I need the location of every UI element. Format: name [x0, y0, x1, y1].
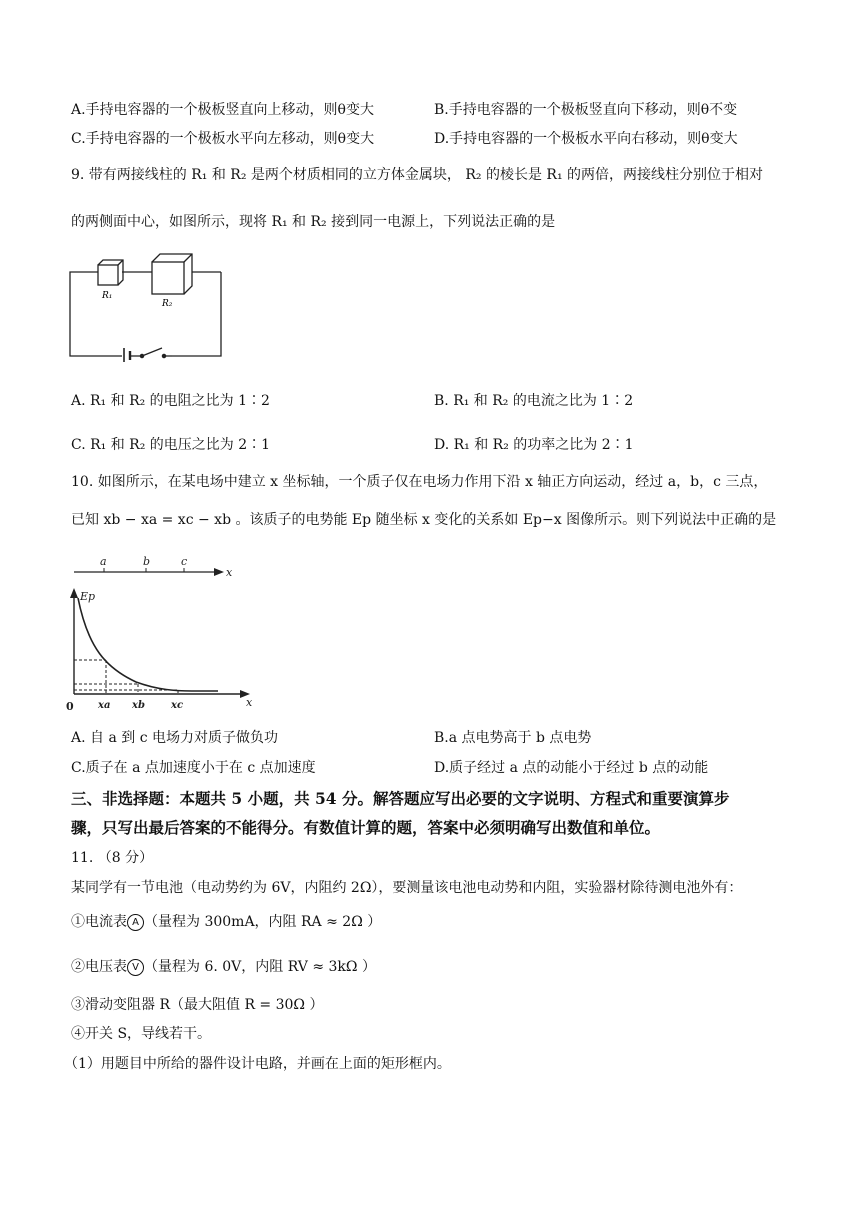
q10-fig-label-x-top: x [226, 566, 233, 579]
q11-item2-prefix: ②电压表 [71, 959, 127, 975]
q10-fig-label-xa: xa [98, 700, 111, 711]
section3-heading-line2: 骤，只写出最后答案的不能得分。有数值计算的题，答案中必须明确写出数值和单位。 [71, 818, 661, 837]
q10-option-b: B.a 点电势高于 b 点电势 [434, 730, 592, 746]
q10-option-a: A. 自 a 到 c 电场力对质子做负功 [71, 730, 278, 746]
q11-header: 11. （8 分） [71, 850, 154, 866]
q10-option-d: D.质子经过 a 点的动能小于经过 b 点的动能 [434, 760, 709, 776]
q11-item1-prefix: ①电流表 [71, 914, 127, 930]
q10-fig-label-b: b [143, 555, 151, 568]
q11-item-ammeter [71, 913, 381, 931]
q9-circuit-figure [68, 250, 228, 362]
q9-stem-line2: 的两侧面中心，如图所示，现将 R₁ 和 R₂ 接到同一电源上，下列说法正确的是 [71, 214, 556, 230]
q9-option-d: D. R₁ 和 R₂ 的功率之比为 2∶1 [434, 437, 634, 453]
q8-option-a: A.手持电容器的一个极板竖直向上移动，则θ变大 [71, 102, 374, 118]
q11-item2-detail: （量程为 6. 0V，内阻 RV ≈ 3kΩ ） [144, 959, 376, 975]
q10-ep-x-figure [66, 548, 266, 716]
section3-heading-line1: 三、非选择题：本题共 5 小题，共 54 分。解答题应写出必要的文字说明、方程式和重要演算步 [71, 789, 730, 808]
q9-option-a: A. R₁ 和 R₂ 的电阻之比为 1∶2 [71, 393, 270, 409]
q10-fig-label-c: c [181, 555, 188, 568]
q9-stem-line1: 9. 带有两接线柱的 R₁ 和 R₂ 是两个材质相同的立方体金属块， R₂ 的棱长是 R₁ 的两倍，两接线柱分别位于相对 [71, 167, 764, 183]
q9-option-c: C. R₁ 和 R₂ 的电压之比为 2∶1 [71, 437, 271, 453]
q10-fig-label-x: x [246, 696, 253, 709]
q9-fig-label-r2: R₂ [162, 299, 173, 309]
q9-option-b: B. R₁ 和 R₂ 的电流之比为 1∶2 [434, 393, 634, 409]
q11-item-switch: ④开关 S，导线若干。 [71, 1026, 212, 1042]
q11-item1-detail: （量程为 300mA，内阻 RA ≈ 2Ω ） [144, 914, 382, 930]
ammeter-symbol-icon: A [127, 914, 144, 931]
q10-fig-label-a: a [100, 555, 107, 568]
q10-fig-label-origin: 0 [66, 700, 74, 713]
q10-stem-line2: 已知 xb − xa = xc − xb 。该质子的电势能 Ep 随坐标 x 变化的关系如 Ep−x 图像所示。则下列说法中正确的是 [71, 512, 777, 528]
q9-fig-label-r1: R₁ [102, 291, 113, 301]
q10-option-c: C.质子在 a 点加速度小于在 c 点加速度 [71, 760, 316, 776]
q11-item-voltmeter [71, 958, 376, 976]
q8-option-b: B.手持电容器的一个极板竖直向下移动，则θ不变 [434, 102, 738, 118]
q10-fig-label-ep: Ep [80, 590, 96, 603]
voltmeter-symbol-icon: V [127, 959, 144, 976]
q10-fig-label-xc: xc [171, 700, 184, 711]
q8-option-d: D.手持电容器的一个极板水平向右移动，则θ变大 [434, 131, 738, 147]
q11-intro: 某同学有一节电池（电动势约为 6V，内阻约 2Ω），要测量该电池电动势和内阻，实验器材除待测电池外有： [71, 880, 743, 896]
q11-subquestion-1: （1）用题目中所给的器件设计电路，并画在上面的矩形框内。 [64, 1056, 451, 1072]
q10-stem-line1: 10. 如图所示，在某电场中建立 x 坐标轴，一个质子仅在电场力作用下沿 x 轴正方向运动，经过 a，b，c 三点， [71, 474, 768, 490]
q10-fig-label-xb: xb [132, 700, 145, 711]
q8-option-c: C.手持电容器的一个极板水平向左移动，则θ变大 [71, 131, 375, 147]
q11-item-rheostat: ③滑动变阻器 R（最大阻值 R = 30Ω ） [71, 997, 324, 1013]
